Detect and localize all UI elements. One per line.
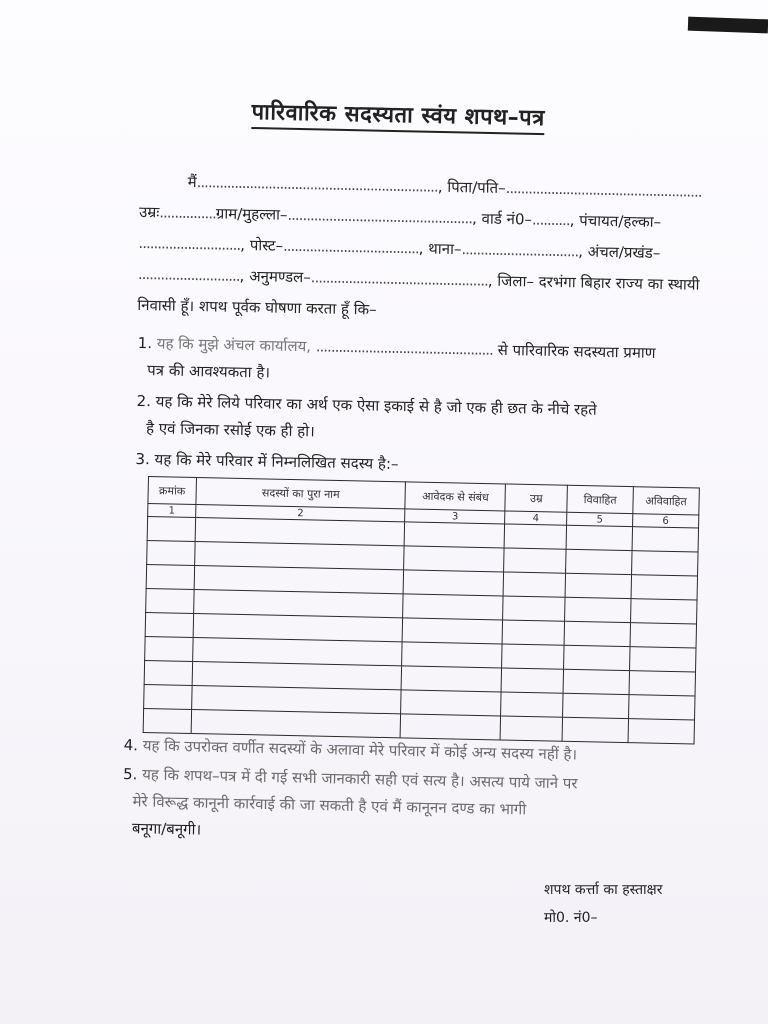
blank-subdivision: ............................................... [310, 268, 489, 290]
table-cell[interactable] [402, 666, 502, 692]
text: , अनुमण्डल– [239, 266, 311, 287]
item-text: मेरे विरूद्ध कानूनी कार्रवाई की जा सकती है एवं मैं कानूनन दण्ड का भागी [132, 792, 527, 819]
table-cell[interactable] [565, 573, 631, 598]
text: , थाना– [418, 239, 462, 259]
col-number: 5 [567, 512, 633, 526]
table-cell[interactable] [404, 546, 504, 572]
family-members-table [143, 476, 700, 745]
table-cell[interactable] [503, 596, 565, 621]
item-text: यह कि शपथ–पत्र में दी गई सभी जानकारी सही एवं सत्य है। असत्य पाये जाने पर [142, 765, 578, 793]
table-cell[interactable] [147, 540, 195, 565]
item-text: यह कि मुझे अंचल कार्यालय, [156, 334, 312, 356]
text: , जिला– [487, 271, 535, 291]
col-header-relation: आवेदक से संबंध [405, 482, 505, 511]
item-text: यह कि मेरे लिये परिवार का अर्थ एक ऐसा इकाई से है जो एक ही छत के नीचे रहते [155, 392, 597, 419]
table-cell[interactable] [632, 551, 698, 576]
blank-panchayat: ........................... [138, 233, 241, 254]
table-cell[interactable] [500, 716, 562, 741]
declaration-items [135, 330, 728, 488]
col-number: 3 [405, 509, 505, 524]
col-number: 6 [633, 514, 699, 528]
blank-ward: .......... [531, 210, 570, 230]
table-cell[interactable] [143, 708, 191, 733]
table-cell[interactable] [147, 517, 195, 542]
blank-thana: ............................... [461, 240, 579, 261]
table-cell[interactable] [404, 570, 504, 596]
blank-village: ................................................. [287, 205, 473, 228]
item-number: 1. [137, 333, 153, 353]
col-header-serial: क्रमांक [148, 477, 196, 505]
table-cell[interactable] [401, 714, 501, 740]
text: , पंचायत/हल्का– [569, 211, 662, 232]
table-cell[interactable] [405, 522, 505, 548]
table-cell[interactable] [401, 690, 501, 716]
blank-post: .................................... [282, 236, 419, 258]
table-cell[interactable] [629, 671, 695, 696]
table-cell[interactable] [564, 621, 630, 646]
table-cell[interactable] [503, 572, 565, 597]
table-cell[interactable] [145, 636, 193, 661]
table-cell[interactable] [566, 525, 632, 550]
table-cell[interactable] [502, 644, 564, 669]
table-cell[interactable] [501, 668, 563, 693]
table-cell[interactable] [563, 693, 629, 718]
blank-age: ............... [159, 203, 217, 223]
text: उम्रः [138, 202, 160, 222]
table-cell[interactable] [629, 695, 695, 720]
text: दरभंगा बिहार राज्य का स्थायी [538, 272, 700, 294]
col-number: 2 [196, 505, 406, 522]
scan-edge-mark [688, 17, 768, 34]
table-cell[interactable] [564, 645, 630, 670]
table-cell[interactable] [144, 660, 192, 685]
item-5 [122, 761, 728, 855]
col-number: 1 [148, 504, 196, 518]
table-cell[interactable] [628, 719, 694, 744]
item-2 [136, 388, 727, 453]
text: , पोस्ट– [240, 235, 284, 255]
table-cell[interactable] [632, 527, 698, 552]
col-number: 4 [505, 511, 567, 525]
signature-block [544, 876, 662, 932]
table-cell[interactable] [565, 597, 631, 622]
text: मैं [187, 172, 197, 192]
mobile-number-label: मो0. नं0– [544, 910, 598, 926]
table-cell[interactable] [403, 618, 503, 644]
table-cell[interactable] [144, 684, 192, 709]
body-line-5: निवासी हूँ। शपथ पूर्वक घोषणा करता हूँ कि– [137, 295, 377, 319]
item-1 [137, 330, 728, 395]
item-text: यह कि मेरे परिवार में निम्नलिखित सदस्य है:– [154, 450, 399, 474]
item-text: पत्र की आवश्यकता है। [147, 361, 271, 382]
col-header-unmarried: अविवाहित [633, 487, 700, 515]
col-header-name: सदस्यों का पुरा नाम [196, 478, 406, 509]
table-cell[interactable] [502, 620, 564, 645]
table-cell[interactable] [562, 717, 628, 742]
table-cell[interactable] [501, 692, 563, 717]
item-number: 2. [136, 391, 152, 411]
item-number: 5. [122, 764, 138, 784]
table-cell[interactable] [145, 612, 193, 637]
text: ग्राम/मुहल्ला– [215, 204, 288, 224]
declaration-items-continued [122, 732, 728, 857]
table-cell[interactable] [630, 647, 696, 672]
table-cell[interactable] [563, 669, 629, 694]
blank-office: ............................................... [315, 337, 494, 359]
table-cell[interactable] [631, 575, 697, 600]
table-cell[interactable] [402, 642, 502, 668]
item-text: है एवं जिनका रसोई एक ही हो। [145, 419, 315, 441]
item-text: यह कि उपरोक्त वर्णीत सदस्यों के अलावा मेरे परिवार में कोई अन्य सदस्य नहीं है। [142, 736, 578, 764]
table-cell[interactable] [504, 548, 566, 573]
col-header-married: विवाहित [567, 485, 633, 513]
text: , अंचल/प्रखंड– [578, 242, 661, 263]
blank-block: ........................... [137, 264, 240, 285]
col-header-age: उम्र [505, 484, 567, 512]
table-cell[interactable] [403, 594, 503, 620]
declaration-body [137, 166, 720, 332]
item-number: 4. [123, 735, 139, 755]
text: , पिता/पति– [437, 177, 506, 198]
table-cell[interactable] [146, 588, 194, 613]
blank-father: .................................................... [505, 179, 702, 201]
table-cell[interactable] [146, 564, 194, 589]
item-text: से पारिवारिक सदस्यता प्रमाण [497, 340, 656, 362]
table-cell[interactable] [631, 599, 697, 624]
page-title: पारिवारिक सदस्यता स्वंय शपथ–पत्र [251, 96, 545, 135]
table-cell[interactable] [630, 623, 696, 648]
table-cell[interactable] [504, 524, 566, 549]
item-text: बनूगा/बनूगी। [131, 819, 202, 839]
signature-label: शपथ कर्त्ता का हस्ताक्षर [544, 882, 663, 898]
table-cell[interactable] [566, 549, 632, 574]
text: , वार्ड नं0– [471, 209, 533, 229]
item-number: 3. [135, 449, 151, 469]
blank-name: ................................................................ [196, 173, 438, 196]
